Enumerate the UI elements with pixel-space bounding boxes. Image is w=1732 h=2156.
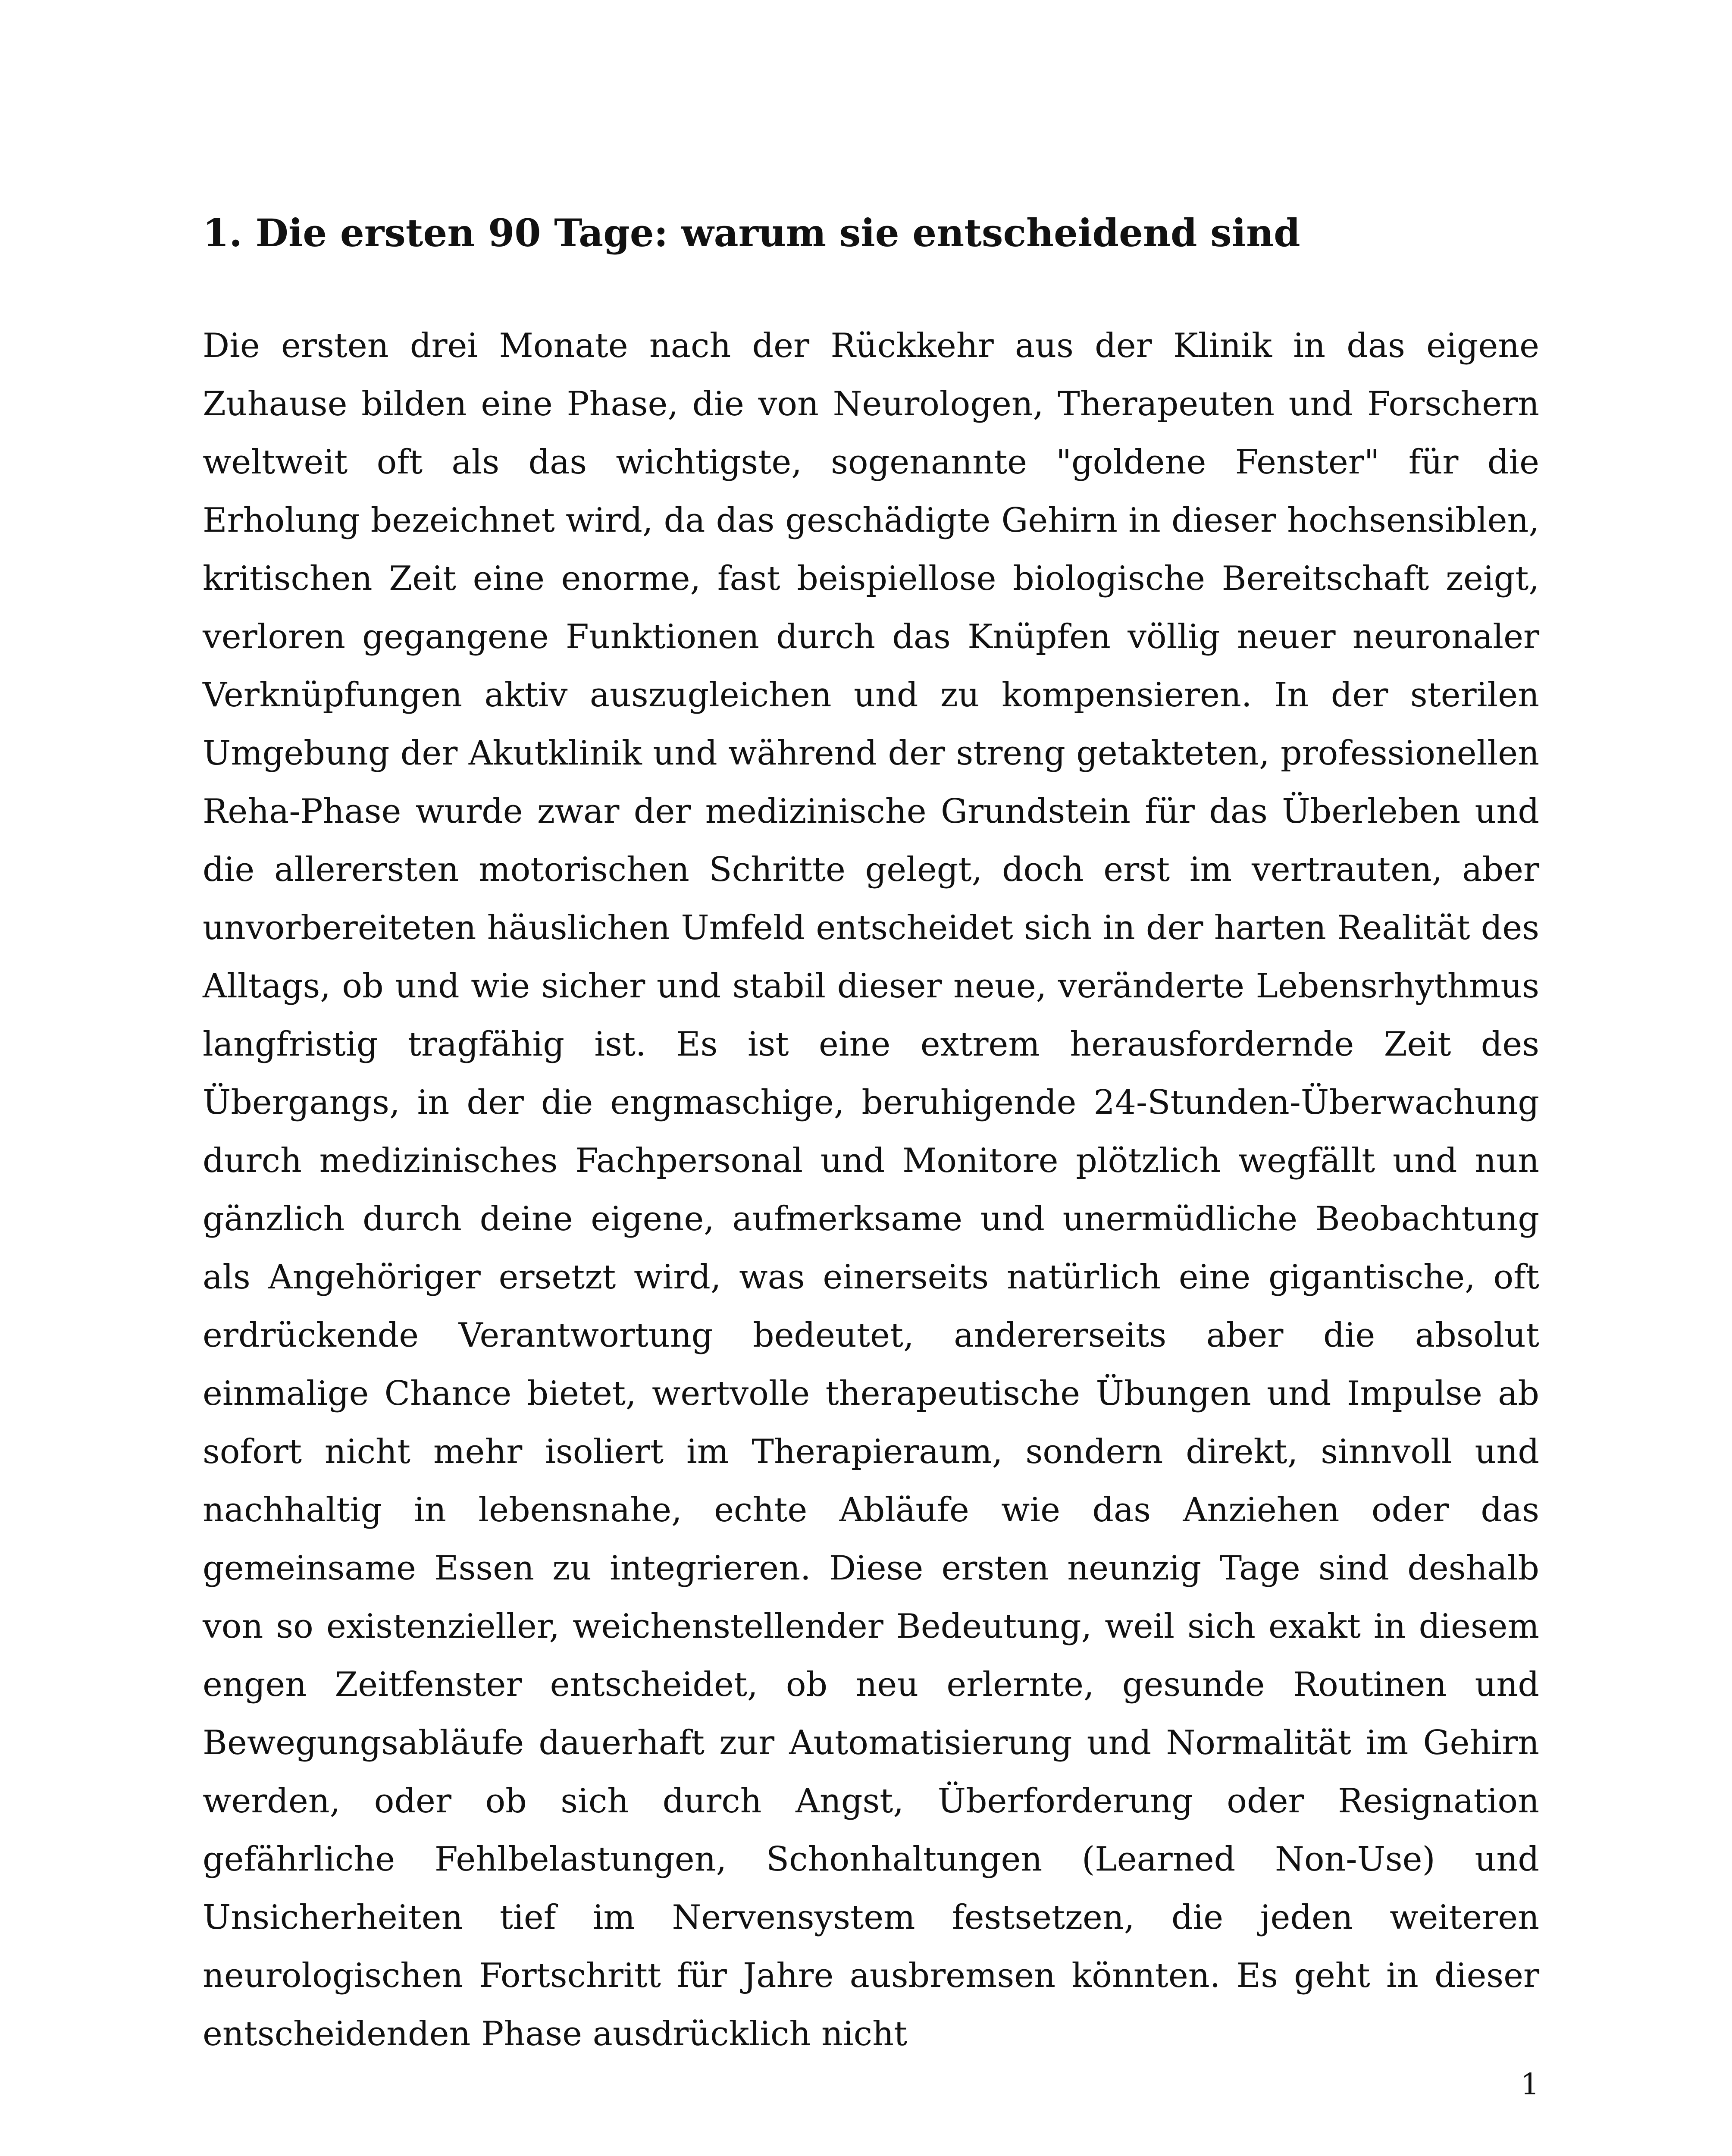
section-heading: 1. Die ersten 90 Tage: warum sie entscheidend sind	[203, 210, 1300, 255]
body-paragraph: Die ersten drei Monate nach der Rückkehr aus der Klinik in das eigene Zuhause bilden eine Phase, die von Neurologen, Therapeuten und Forschern weltweit oft als das wichtigste, sogenannte "goldene Fenster" für die Erholung bezeichnet wird, da das geschädigte Gehirn in dieser hochsensiblen, kritischen Zeit eine enorme, fast beispiellose biologische Bereitschaft zeigt, verloren gegangene Funktionen durch das Knüpfen völlig neuer neuronaler Verknüpfungen aktiv auszugleichen und zu kompensieren. In der sterilen Umgebung der Akutklinik und während der streng getakteten, professionellen Reha-Phase wurde zwar der medizinische Grundstein für das Überleben und die allerersten motorischen Schritte gelegt, doch erst im vertrauten, aber unvorbereiteten häuslichen Umfeld entscheidet sich in der harten Realität des Alltags, ob und wie sicher und stabil dieser neue, veränderte Lebensrhythmus langfristig tragfähig ist. Es ist eine extrem herausfordernde Zeit des Übergangs, in der die engmaschige, beruhigende 24-Stunden-Überwachung durch medizinisches Fachpersonal und Monitore plötzlich wegfällt und nun gänzlich durch deine eigene, aufmerksame und unermüdliche Beobachtung als Angehöriger ersetzt wird, was einerseits natürlich eine gigantische, oft erdrückende Verantwortung bedeutet, andererseits aber die absolut einmalige Chance bietet, wertvolle therapeutische Übungen und Impulse ab sofort nicht mehr isoliert im Therapieraum, sondern direkt, sinnvoll und nachhaltig in lebensnahe, echte Abläufe wie das Anziehen oder das gemeinsame Essen zu integrieren. Diese ersten neunzig Tage sind deshalb von so existenzieller, weichenstellender Bedeutung, weil sich exakt in diesem engen Zeitfenster entscheidet, ob neu erlernte, gesunde Routinen und Bewegungsabläufe dauerhaft zur Automatisierung und Normalität im Gehirn werden, oder ob sich durch Angst, Überforderung oder Resignation gefährliche Fehlbelastungen, Schonhaltungen (Learned Non-Use) und Unsicherheiten tief im Nervensystem festsetzen, die jeden weiteren neurologischen Fortschritt für Jahre ausbremsen könnten. Es geht in dieser entscheidenden Phase ausdrücklich nicht	[203, 326, 1539, 2053]
page-number: 1	[1520, 2068, 1539, 2102]
